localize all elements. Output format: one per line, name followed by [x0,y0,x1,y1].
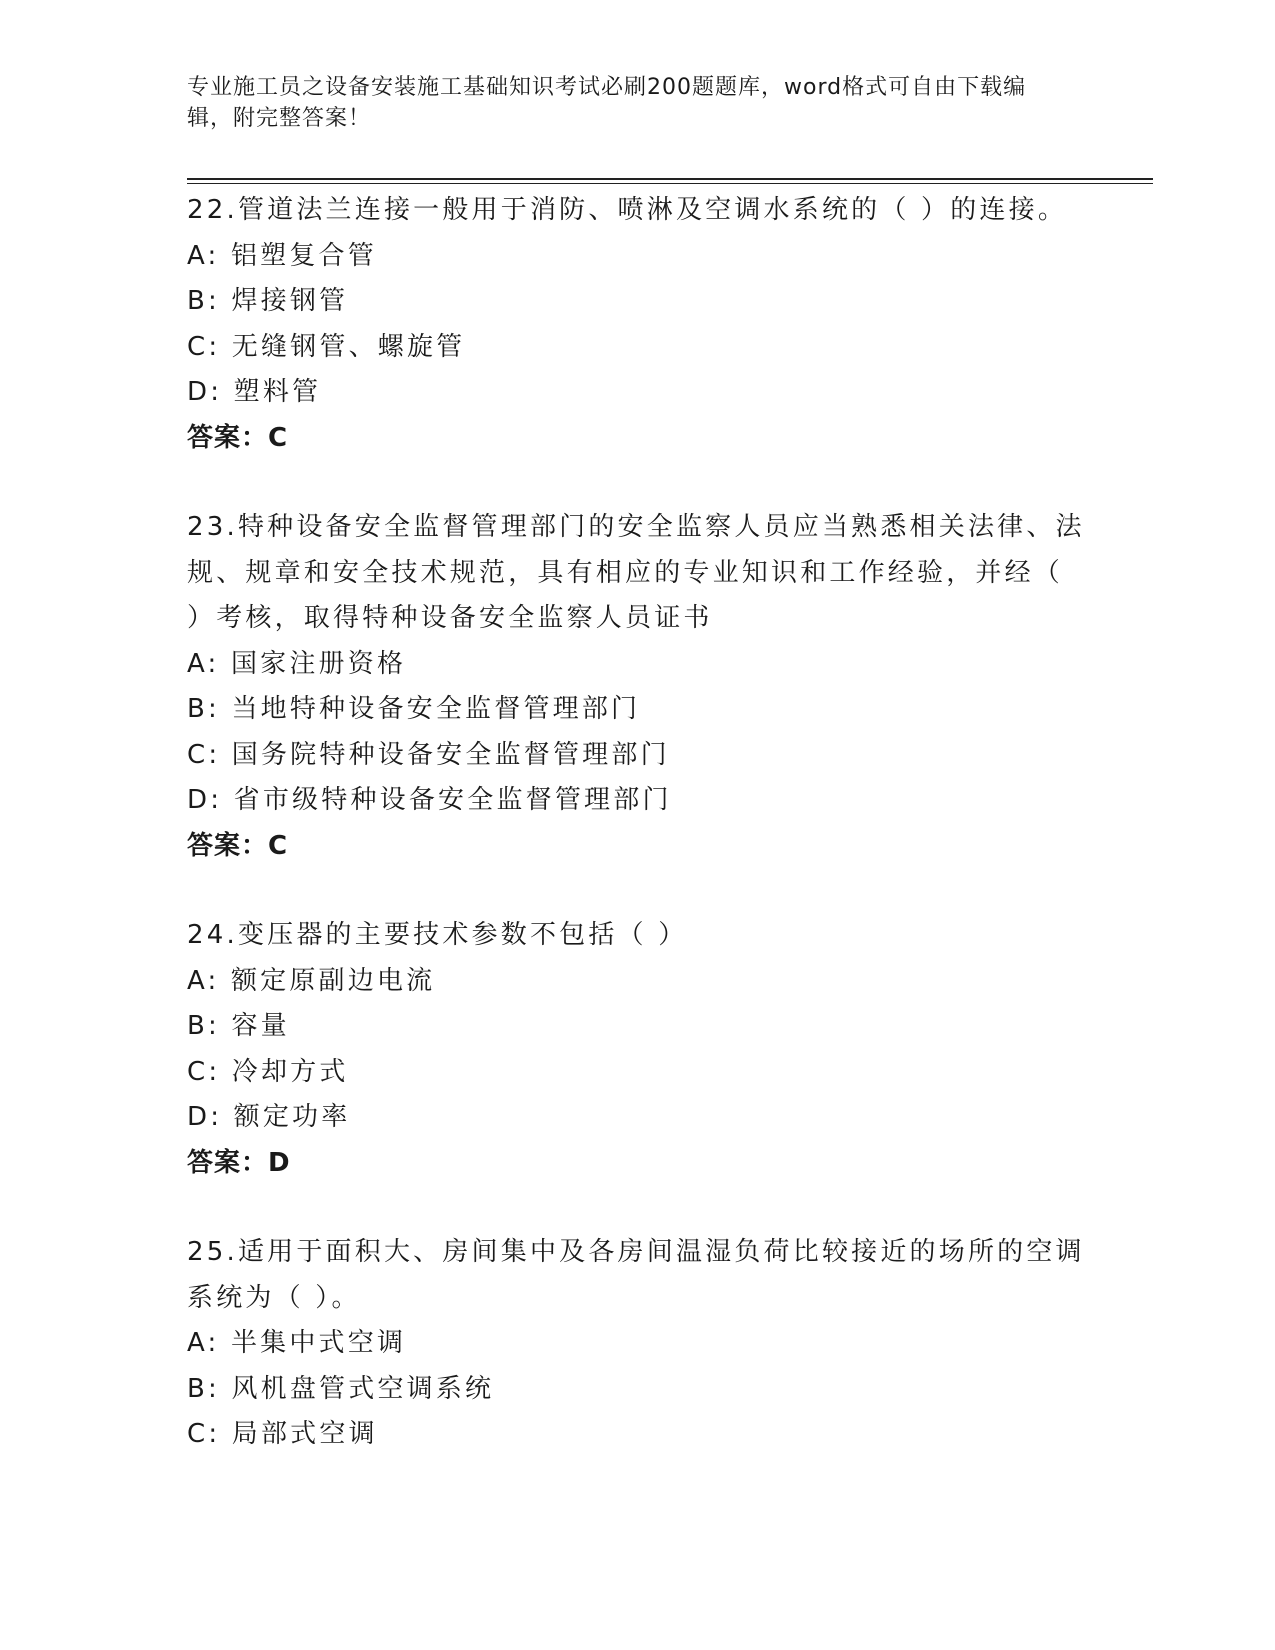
answer: 答案：C [187,422,289,453]
option-a: A: 国家注册资格 [187,648,407,679]
option-c: C: 冷却方式 [187,1056,349,1087]
question-22 [187,188,1087,461]
question-text: 25.适用于面积大、房间集中及各房间温湿负荷比较接近的场所的空调系统为（ ）。 [187,1237,1085,1313]
option-c: C: 无缝钢管、螺旋管 [187,331,466,362]
header-divider-thin [187,183,1153,184]
answer: 答案：D [187,1147,291,1178]
option-b: B: 当地特种设备安全监督管理部门 [187,694,641,724]
header-divider [187,178,1153,180]
question-text: 23.特种设备安全监督管理部门的安全监察人员应当熟悉相关法律、法规、规章和安全技术规范，具有相应的专业知识和工作经验，并经（ ）考核，取得特种设备安全监察人员证书 [187,512,1085,633]
option-c: C: 局部式空调 [187,1419,378,1449]
option-d: D: 省市级特种设备安全监督管理部门 [187,785,672,815]
option-a: A: 额定原副边电流 [187,965,436,996]
question-text: 24.变压器的主要技术参数不包括（ ） [187,920,688,950]
option-b: B: 风机盘管式空调系统 [187,1373,495,1404]
option-a: A: 半集中式空调 [187,1328,407,1358]
question-24 [187,913,1087,1186]
option-b: B: 容量 [187,1011,290,1041]
document-header: 专业施工员之设备安装施工基础知识考试必刷200题题库，word格式可自由下载编辑，附完整答案！ [187,75,1027,131]
question-list [187,188,1087,1458]
option-c: C: 国务院特种设备安全监督管理部门 [187,739,670,770]
answer: 答案：C [187,830,289,861]
question-text: 22.管道法兰连接一般用于消防、喷淋及空调水系统的（ ）的连接。 [187,195,1068,225]
option-b: B: 焊接钢管 [187,286,349,316]
option-a: A: 铝塑复合管 [187,240,377,271]
option-d: D: 塑料管 [187,377,322,407]
option-d: D: 额定功率 [187,1102,351,1132]
question-25 [187,1230,1087,1458]
question-23 [187,505,1087,869]
